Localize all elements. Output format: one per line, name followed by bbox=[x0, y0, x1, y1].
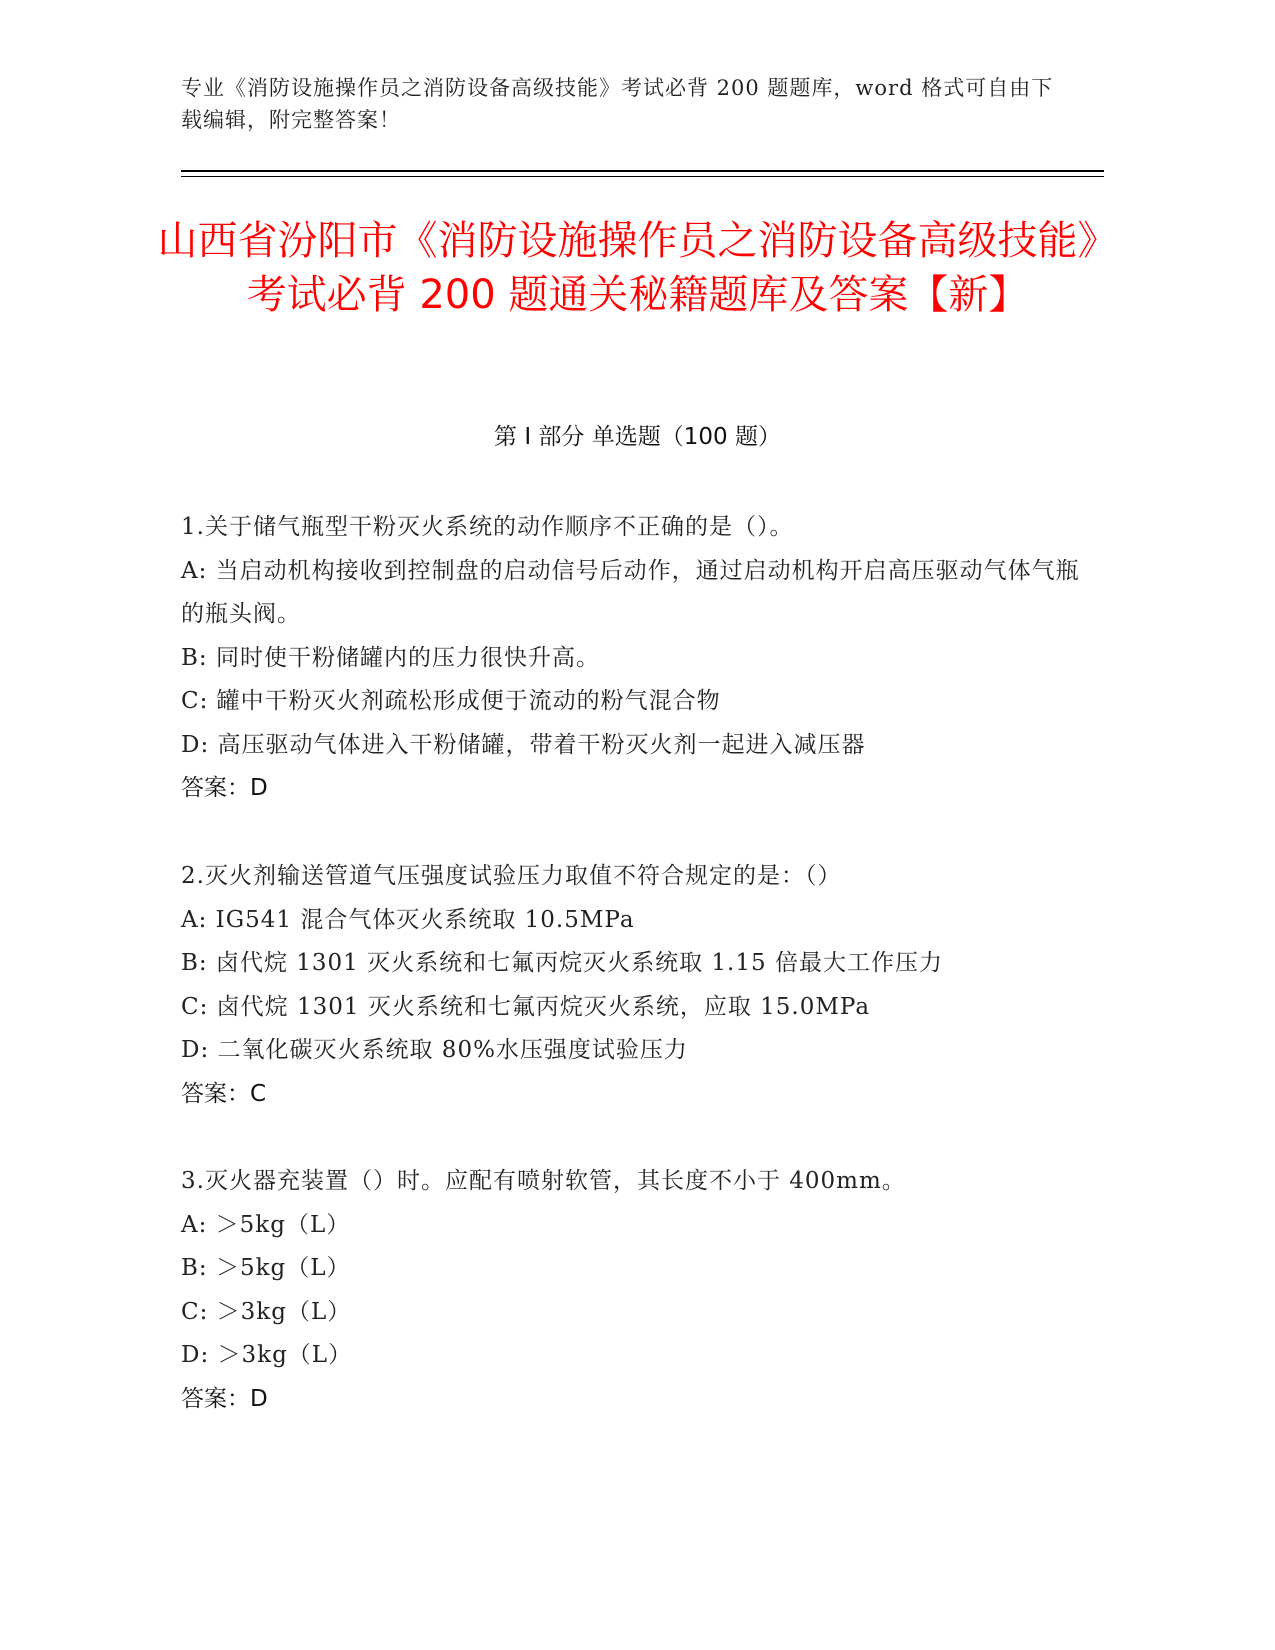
option-d: D: 二氧化碳灭火系统取 80%水压强度试验压力 bbox=[181, 1037, 688, 1063]
option-b: B: 同时使干粉储罐内的压力很快升高。 bbox=[181, 644, 600, 671]
option-b: B: ＞5kg（L） bbox=[181, 1255, 351, 1281]
option-b: B: 卤代烷 1301 灭火系统和七氟丙烷灭火系统取 1.15 倍最大工作压力 bbox=[181, 950, 943, 976]
question-item bbox=[181, 1160, 1081, 1421]
question-stem: 3.灭火器充装置（）时。应配有喷射软管，其长度不小于 400mm。 bbox=[181, 1168, 906, 1194]
option-d: D: 高压驱动气体进入干粉储罐，带着干粉灭火剂一起进入减压器 bbox=[181, 731, 866, 758]
header-divider-thick bbox=[181, 170, 1104, 172]
answer-text: 答案：D bbox=[181, 775, 268, 801]
option-c: C: 卤代烷 1301 灭火系统和七氟丙烷灭火系统，应取 15.0MPa bbox=[181, 993, 871, 1020]
option-d: D: ＞3kg（L） bbox=[181, 1342, 353, 1368]
intro-text: 专业《消防设施操作员之消防设备高级技能》考试必背 200 题题库，word 格式可自由下载编辑，附完整答案！ bbox=[181, 76, 1054, 132]
option-c: C: 罐中干粉灭火剂疏松形成便于流动的粉气混合物 bbox=[181, 688, 721, 714]
section-heading: 第 I 部分 单选题（100 题） bbox=[494, 424, 781, 450]
document-title: 山西省汾阳市《消防设施操作员之消防设备高级技能》考试必背 200 题通关秘籍题库及答案【新】 bbox=[157, 218, 1118, 318]
header-divider-thin bbox=[181, 176, 1104, 177]
option-a: A: ＞5kg（L） bbox=[181, 1211, 351, 1238]
option-a: A: 当启动机构接收到控制盘的启动信号后动作，通过启动机构开启高压驱动气体气瓶的瓶头阀。 bbox=[181, 557, 1080, 627]
question-item bbox=[181, 506, 1081, 811]
option-c: C: ＞3kg（L） bbox=[181, 1298, 352, 1325]
question-stem: 2.灭火剂输送管道气压强度试验压力取值不符合规定的是：（） bbox=[181, 863, 842, 889]
option-a: A: IG541 混合气体灭火系统取 10.5MPa bbox=[181, 906, 635, 933]
question-item bbox=[181, 855, 1081, 1116]
answer-text: 答案：C bbox=[181, 1080, 267, 1107]
answer-text: 答案：D bbox=[181, 1385, 268, 1412]
question-stem: 1.关于储气瓶型干粉灭火系统的动作顺序不正确的是（）。 bbox=[181, 514, 794, 540]
